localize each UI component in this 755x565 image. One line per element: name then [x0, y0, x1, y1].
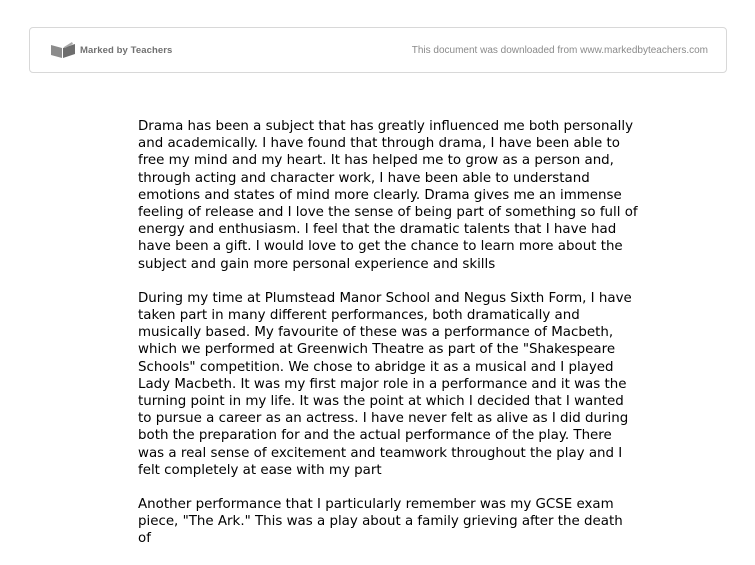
paragraph: During my time at Plumstead Manor School and Negus Sixth Form, I have taken part in many different performances, both dramatically and musically based. My favourite of these was a performance of Macbeth, which we performed at Greenwich Theatre as part of the "Shakespeare Schools" competition. We chose to abridge it as a musical and I played Lady Macbeth. It was my first major role in a performance and it was the turning point in my life. It was the point at which I decided that I wanted to pursue a career as an actress. I have never felt as alive as I did during both the preparation for and the actual performance of the play. There was a real sense of excitement and teamwork throughout the play and I felt completely at ease with my part: [138, 290, 632, 478]
page-header: [29, 27, 727, 73]
book-logo-icon: [50, 41, 76, 59]
paragraph: Drama has been a subject that has greatly influenced me both personally and academically. I have found that through drama, I have been able to free my mind and my heart. It has helped me to grow as a person and, through acting and character work, I have been able to understand emotions and states of mind more clearly. Drama gives me an immense feeling of release and I love the sense of being part of something so full of energy and enthusiasm. I feel that the dramatic talents that I have had have been a gift. I would love to get the chance to learn more about the subject and gain more personal experience and skills: [138, 119, 638, 272]
paragraph: Another performance that I particularly remember was my GCSE exam piece, "The Ark." This was a play about a family grieving after the death of: [138, 497, 623, 547]
download-note: This document was downloaded from www.markedbyteachers.com: [411, 45, 708, 56]
site-logo[interactable]: [50, 41, 172, 59]
logo-text: Marked by Teachers: [80, 44, 173, 56]
document-body: [138, 118, 638, 565]
